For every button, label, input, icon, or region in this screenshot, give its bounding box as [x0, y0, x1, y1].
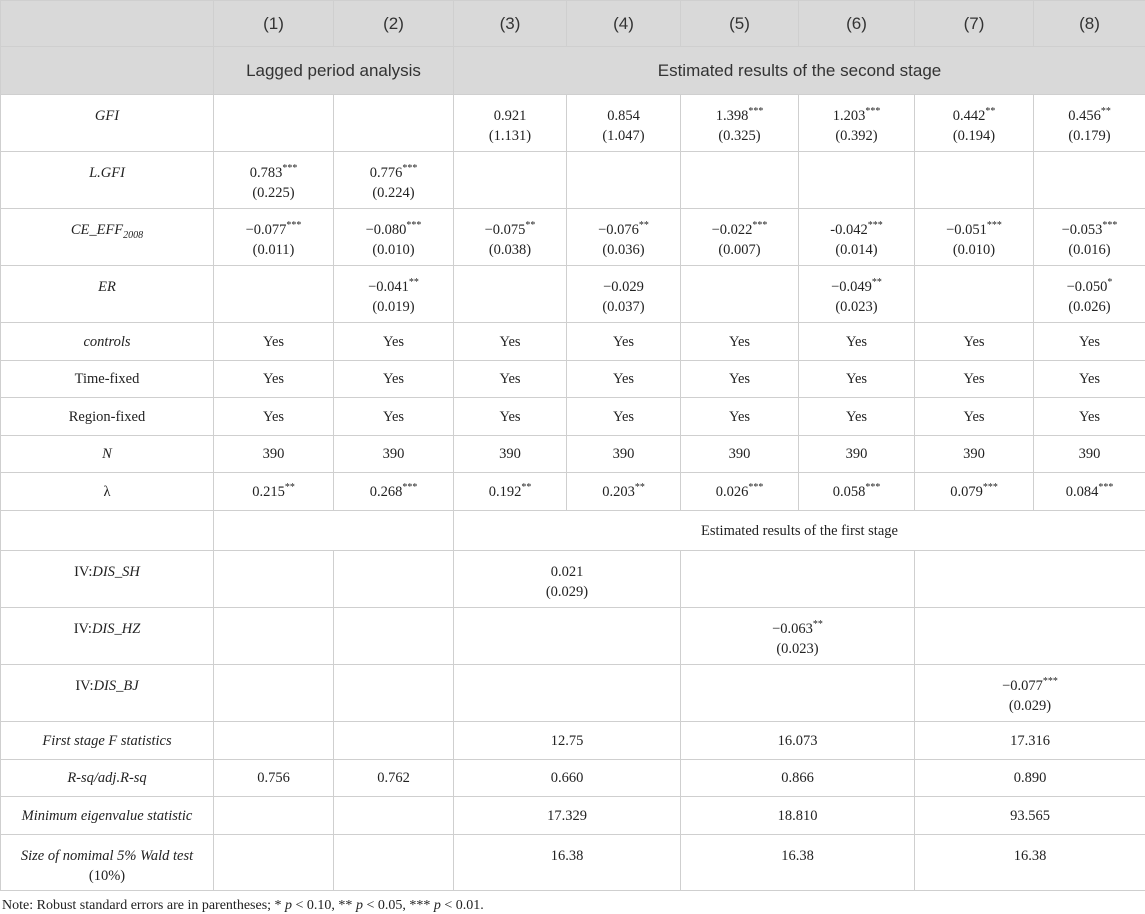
row-iv-bj: [1, 665, 1145, 722]
cell-gfi-3: 0.921 (1.131): [454, 95, 567, 152]
cell-n: 390: [1034, 436, 1145, 473]
cell-controls: Yes: [567, 323, 681, 361]
cell-n: 390: [454, 436, 567, 473]
cell-er-8: −0.050* (0.026): [1034, 266, 1145, 323]
cell-wald: 16.38: [915, 835, 1145, 891]
cell-n: 390: [681, 436, 799, 473]
cell-time-fixed: Yes: [454, 361, 567, 398]
cell-n: 390: [915, 436, 1034, 473]
col-header-3: (3): [454, 1, 567, 47]
col-header-2: (2): [334, 1, 454, 47]
group-lagged-header: Lagged period analysis: [214, 47, 454, 95]
row-label-n: N: [1, 436, 214, 473]
cell-min-eig: 18.810: [681, 797, 915, 835]
cell-n: 390: [214, 436, 334, 473]
cell-lambda: 0.268***: [334, 473, 454, 511]
cell-gfi-7: 0.442** (0.194): [915, 95, 1034, 152]
col-header-4: (4): [567, 1, 681, 47]
row-label-er: ER: [1, 266, 214, 323]
cell-wald: 16.38: [681, 835, 915, 891]
row-er: [1, 266, 1145, 323]
row-rsq: [1, 760, 1145, 797]
cell-rsq: 0.660: [454, 760, 681, 797]
cell-first-f: 17.316: [915, 722, 1145, 760]
row-label-controls: controls: [1, 323, 214, 361]
cell-iv-bj: −0.077*** (0.029): [915, 665, 1145, 722]
row-label-min-eigen: Minimum eigenvalue statistic: [1, 797, 214, 835]
cell-iv-sh: 0.021 (0.029): [454, 551, 681, 608]
row-iv-sh: [1, 551, 1145, 608]
first-stage-header-row: [1, 511, 1145, 551]
cell-min-eig: 17.329: [454, 797, 681, 835]
cell-time-fixed: Yes: [567, 361, 681, 398]
cell-ce-4: −0.076** (0.036): [567, 209, 681, 266]
row-label-iv-hz: IV:DIS_HZ: [1, 608, 214, 665]
row-lambda: [1, 473, 1145, 511]
row-min-eigen: [1, 797, 1145, 835]
cell-gfi-6: 1.203*** (0.392): [799, 95, 915, 152]
row-label-ce-eff: $CE\_EFF_{2008}$: [1, 209, 214, 266]
cell-region-fixed: Yes: [1034, 398, 1145, 436]
cell-ce-7: −0.051*** (0.010): [915, 209, 1034, 266]
cell-first-f: 12.75: [454, 722, 681, 760]
col-header-1: (1): [214, 1, 334, 47]
cell-region-fixed: Yes: [454, 398, 567, 436]
cell-rsq: 0.866: [681, 760, 915, 797]
cell-rsq: 0.890: [915, 760, 1145, 797]
row-region-fixed: [1, 398, 1145, 436]
col-header-6: (6): [799, 1, 915, 47]
row-label-iv-bj: IV:DIS_BJ: [1, 665, 214, 722]
row-label-iv-sh: IV:DIS_SH: [1, 551, 214, 608]
group-header-row: [1, 47, 1145, 95]
header-corner-2: [1, 47, 214, 95]
col-header-8: (8): [1034, 1, 1145, 47]
cell-n: 390: [799, 436, 915, 473]
cell-controls: Yes: [454, 323, 567, 361]
row-lgfi: [1, 152, 1145, 209]
cell-rsq-1: 0.756: [214, 760, 334, 797]
cell-time-fixed: Yes: [915, 361, 1034, 398]
cell-min-eig: 93.565: [915, 797, 1145, 835]
cell-er-6: −0.049** (0.023): [799, 266, 915, 323]
cell-region-fixed: Yes: [915, 398, 1034, 436]
cell-lgfi-1: 0.783*** (0.225): [214, 152, 334, 209]
cell-first-f: 16.073: [681, 722, 915, 760]
cell-ce-1: −0.077*** (0.011): [214, 209, 334, 266]
cell-controls: Yes: [681, 323, 799, 361]
cell-iv-hz: −0.063** (0.023): [681, 608, 915, 665]
cell-time-fixed: Yes: [1034, 361, 1145, 398]
cell-controls: Yes: [1034, 323, 1145, 361]
cell-lambda: 0.203**: [567, 473, 681, 511]
cell-controls: Yes: [334, 323, 454, 361]
cell-region-fixed: Yes: [334, 398, 454, 436]
cell-time-fixed: Yes: [681, 361, 799, 398]
cell-region-fixed: Yes: [214, 398, 334, 436]
cell-lgfi-2: 0.776*** (0.224): [334, 152, 454, 209]
cell-region-fixed: Yes: [799, 398, 915, 436]
row-label-lambda: λ: [1, 473, 214, 511]
cell-ce-6: -0.042*** (0.014): [799, 209, 915, 266]
row-time-fixed: [1, 361, 1145, 398]
cell-time-fixed: Yes: [334, 361, 454, 398]
cell-region-fixed: Yes: [681, 398, 799, 436]
cell-lambda: 0.026***: [681, 473, 799, 511]
row-label-lgfi: L.GFI: [1, 152, 214, 209]
cell-controls: Yes: [799, 323, 915, 361]
cell-lambda: 0.058***: [799, 473, 915, 511]
row-label-region-fixed: Region-fixed: [1, 398, 214, 436]
row-label-first-stage-f: First stage F statistics: [1, 722, 214, 760]
row-iv-hz: [1, 608, 1145, 665]
cell-ce-5: −0.022*** (0.007): [681, 209, 799, 266]
row-controls: [1, 323, 1145, 361]
first-stage-title: Estimated results of the first stage: [454, 511, 1145, 551]
cell-lambda: 0.079***: [915, 473, 1034, 511]
group-second-stage-header: Estimated results of the second stage: [454, 47, 1145, 95]
cell-ce-3: −0.075** (0.038): [454, 209, 567, 266]
cell-region-fixed: Yes: [567, 398, 681, 436]
cell-controls: Yes: [915, 323, 1034, 361]
cell-time-fixed: Yes: [214, 361, 334, 398]
row-label-time-fixed: Time-fixed: [1, 361, 214, 398]
row-gfi: [1, 95, 1145, 152]
row-first-stage-f: [1, 722, 1145, 760]
row-label-gfi: GFI: [1, 95, 214, 152]
row-label-wald: Size of nomimal 5% Wald test (10%): [1, 835, 214, 891]
col-header-7: (7): [915, 1, 1034, 47]
cell-time-fixed: Yes: [799, 361, 915, 398]
cell-er-2: −0.041** (0.019): [334, 266, 454, 323]
header-corner: [1, 1, 214, 47]
cell-er-4: −0.029 (0.037): [567, 266, 681, 323]
table-note: Note: Robust standard errors are in parentheses; * p < 0.10, ** p < 0.05, *** p < 0.01.: [2, 898, 484, 913]
column-number-row: [1, 1, 1145, 47]
cell-lambda: 0.215**: [214, 473, 334, 511]
cell-gfi-8: 0.456** (0.179): [1034, 95, 1145, 152]
cell-lambda: 0.084***: [1034, 473, 1145, 511]
row-ce-eff: [1, 209, 1145, 266]
col-header-5: (5): [681, 1, 799, 47]
cell-controls: Yes: [214, 323, 334, 361]
cell-ce-8: −0.053*** (0.016): [1034, 209, 1145, 266]
cell-gfi-4: 0.854 (1.047): [567, 95, 681, 152]
row-label-rsq: R-sq/adj.R-sq: [1, 760, 214, 797]
cell-rsq-2: 0.762: [334, 760, 454, 797]
cell-lambda: 0.192**: [454, 473, 567, 511]
cell-n: 390: [334, 436, 454, 473]
row-wald: [1, 835, 1145, 891]
cell-gfi-5: 1.398*** (0.325): [681, 95, 799, 152]
cell-ce-2: −0.080*** (0.010): [334, 209, 454, 266]
cell-wald: 16.38: [454, 835, 681, 891]
row-n: [1, 436, 1145, 473]
cell-n: 390: [567, 436, 681, 473]
